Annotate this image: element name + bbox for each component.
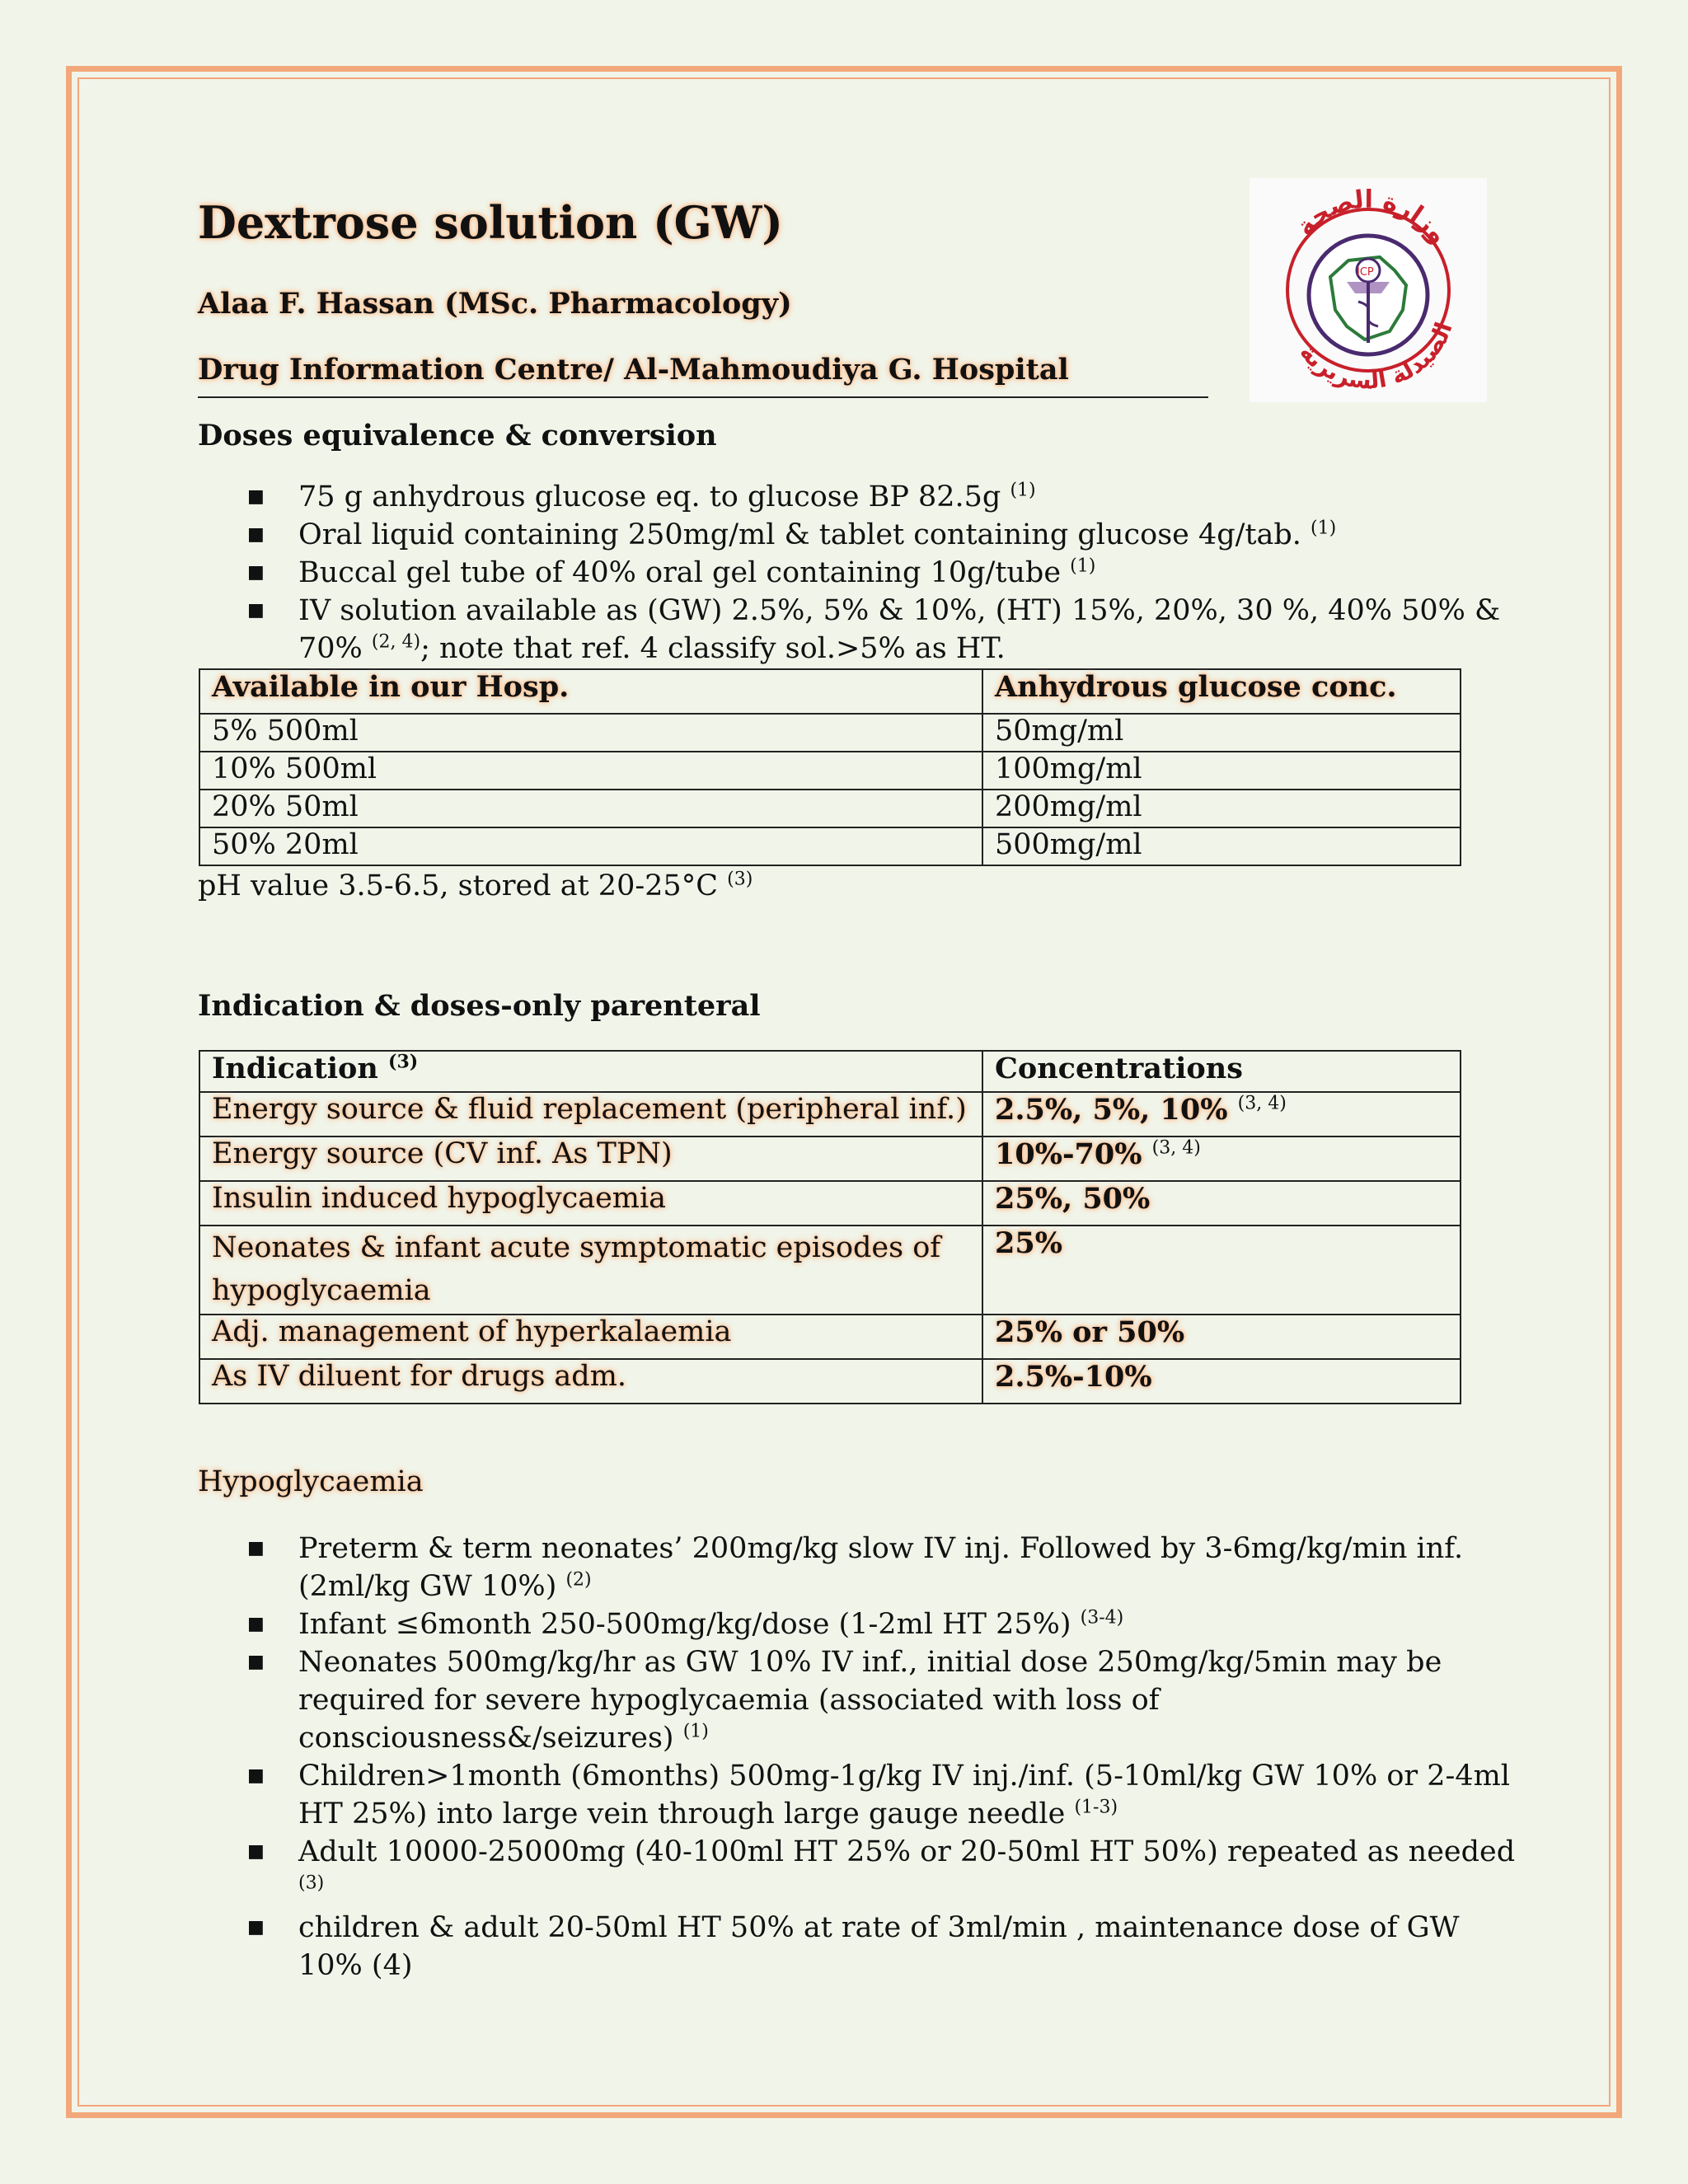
table-header-cell: Concentrations bbox=[982, 1051, 1461, 1092]
concentration-text: 25% or 50% bbox=[995, 1315, 1185, 1349]
reference-marker: (1) bbox=[1010, 480, 1036, 501]
availability-table bbox=[199, 668, 1461, 866]
indications-table bbox=[199, 1050, 1461, 1404]
concentration-cell bbox=[982, 1226, 1461, 1315]
table-cell: 5% 500ml bbox=[199, 714, 982, 752]
bullet-icon: ■ bbox=[247, 1614, 265, 1634]
organization-line: Drug Information Centre/ Al-Mahmoudiya G. Hospital bbox=[198, 353, 1069, 387]
reference-marker: (3) bbox=[298, 1872, 325, 1894]
list-item-text: children & adult 20-50ml HT 50% at rate of 3ml/min , maintenance dose of GW 10% (4) bbox=[298, 1911, 1460, 1982]
concentration-text: 10%-70% bbox=[995, 1137, 1152, 1171]
list-item-text: Infant ≤6month 250-500mg/kg/dose (1-2ml HT 25%) bbox=[298, 1608, 1081, 1641]
list-item-text: Adult 10000-25000mg (40-100ml HT 25% or 20-50ml HT 50%) repeated as needed bbox=[298, 1835, 1516, 1868]
table-row bbox=[199, 1092, 1461, 1137]
ministry-logo bbox=[1250, 178, 1487, 402]
reference-marker: (1-3) bbox=[1074, 1797, 1118, 1818]
list-item-text: 75 g anhydrous glucose eq. to glucose BP 82.5g bbox=[298, 480, 1010, 513]
concentration-cell bbox=[982, 1359, 1461, 1404]
table-header-cell: Available in our Hosp. bbox=[199, 669, 982, 714]
table-cell: 50% 20ml bbox=[199, 827, 982, 865]
indication-cell: Insulin induced hypoglycaemia bbox=[199, 1181, 982, 1226]
bullet-icon: ■ bbox=[247, 600, 265, 621]
concentration-cell bbox=[982, 1181, 1461, 1226]
indication-cell: Energy source (CV inf. As TPN) bbox=[199, 1137, 982, 1181]
hypoglycaemia-heading: Hypoglycaemia bbox=[198, 1465, 424, 1498]
doses-heading: Doses equivalence & conversion bbox=[198, 419, 717, 452]
concentration-cell bbox=[982, 1092, 1461, 1137]
reference-marker: (3) bbox=[388, 1051, 419, 1073]
bullet-icon: ■ bbox=[247, 1765, 265, 1786]
reference-marker: (2) bbox=[565, 1569, 592, 1591]
concentration-text: 2.5%-10% bbox=[995, 1360, 1152, 1394]
table-header-cell bbox=[199, 1051, 982, 1092]
table-cell: 500mg/ml bbox=[982, 827, 1461, 865]
bullet-icon: ■ bbox=[247, 486, 265, 507]
list-item bbox=[247, 1530, 1517, 1605]
list-item bbox=[247, 1833, 1517, 1909]
bullet-icon: ■ bbox=[247, 1917, 265, 1938]
indications-heading: Indication & doses-only parenteral bbox=[198, 989, 761, 1023]
reference-marker: (2, 4) bbox=[371, 631, 421, 653]
concentration-cell bbox=[982, 1137, 1461, 1181]
table-row bbox=[199, 1181, 1461, 1226]
table-header-row bbox=[199, 669, 1461, 714]
reference-marker: (1) bbox=[682, 1721, 709, 1742]
list-item-text: Oral liquid containing 250mg/ml & tablet containing glucose 4g/tab. bbox=[298, 518, 1311, 551]
logo-bottom-textpath: الصيدلة السريرية bbox=[1294, 318, 1458, 395]
indication-cell: Adj. management of hyperkalaemia bbox=[199, 1315, 982, 1359]
author-line: Alaa F. Hassan (MSc. Pharmacology) bbox=[198, 287, 792, 321]
ph-note-text: pH value 3.5-6.5, stored at 20-25°C bbox=[198, 869, 728, 902]
list-item bbox=[247, 592, 1517, 668]
list-item-text: Preterm & term neonates’ 200mg/kg slow IV inj. Followed by 3-6mg/kg/min inf. (2ml/kg GW 10%) bbox=[298, 1532, 1464, 1603]
list-item bbox=[247, 1605, 1517, 1643]
table-row bbox=[199, 714, 1461, 752]
logo-top-textpath: وزارة الصحة bbox=[1291, 185, 1454, 250]
table-row bbox=[199, 1359, 1461, 1404]
table-cell: 50mg/ml bbox=[982, 714, 1461, 752]
table-row bbox=[199, 1315, 1461, 1359]
list-item bbox=[247, 1757, 1517, 1833]
bullet-icon: ■ bbox=[247, 562, 265, 583]
indication-cell: As IV diluent for drugs adm. bbox=[199, 1359, 982, 1404]
list-item bbox=[247, 1643, 1517, 1757]
concentration-cell bbox=[982, 1315, 1461, 1359]
list-item bbox=[247, 478, 1517, 516]
table-cell: 100mg/ml bbox=[982, 752, 1461, 790]
list-item-text: Neonates 500mg/kg/hr as GW 10% IV inf., initial dose 250mg/kg/5min may be required for severe hypoglycaemia (associated with loss of consciousness&/seizures) bbox=[298, 1646, 1442, 1755]
doses-list bbox=[247, 478, 1517, 668]
bullet-icon: ■ bbox=[247, 1538, 265, 1558]
list-item bbox=[247, 554, 1517, 592]
table-row bbox=[199, 752, 1461, 790]
table-cell: 20% 50ml bbox=[199, 790, 982, 827]
document-title: Dextrose solution (GW) bbox=[198, 196, 783, 249]
reference-marker: (3) bbox=[727, 869, 753, 890]
table-row bbox=[199, 1137, 1461, 1181]
table-cell: 10% 500ml bbox=[199, 752, 982, 790]
ministry-logo-icon bbox=[1250, 178, 1487, 402]
ph-storage-note bbox=[198, 869, 753, 902]
bullet-icon: ■ bbox=[247, 1841, 265, 1862]
hypoglycaemia-list bbox=[247, 1530, 1517, 1985]
header-text: Indication bbox=[212, 1052, 389, 1085]
list-item bbox=[247, 1909, 1517, 1985]
table-header-cell: Anhydrous glucose conc. bbox=[982, 669, 1461, 714]
reference-marker: (3, 4) bbox=[1151, 1137, 1201, 1159]
indication-cell: Energy source & fluid replacement (peripheral inf.) bbox=[199, 1092, 982, 1137]
bullet-icon: ■ bbox=[247, 1652, 265, 1672]
header-divider bbox=[198, 396, 1208, 398]
list-item-text: Children>1month (6months) 500mg-1g/kg IV inj./inf. (5-10ml/kg GW 10% or 2-4ml HT 25%) into large vein through large gauge needle bbox=[298, 1760, 1510, 1830]
concentration-text: 25%, 50% bbox=[995, 1182, 1151, 1216]
reference-marker: (1) bbox=[1070, 555, 1096, 577]
table-cell: 200mg/ml bbox=[982, 790, 1461, 827]
list-item-text: IV solution available as (GW) 2.5%, 5% & 10%, (HT) 15%, 20%, 30 %, 40% 50% & 70% bbox=[298, 594, 1501, 665]
list-item-text-tail: ; note that ref. 4 classify sol.>5% as HT. bbox=[420, 632, 1006, 665]
logo-center-text: ICP bbox=[1357, 266, 1374, 279]
concentration-text: 2.5%, 5%, 10% bbox=[995, 1093, 1238, 1127]
list-item bbox=[247, 516, 1517, 554]
table-row bbox=[199, 827, 1461, 865]
table-header-row bbox=[199, 1051, 1461, 1092]
bullet-icon: ■ bbox=[247, 524, 265, 545]
reference-marker: (3-4) bbox=[1080, 1607, 1124, 1629]
indication-cell: Neonates & infant acute symptomatic episodes of hypoglycaemia bbox=[199, 1226, 982, 1315]
concentration-text: 25% bbox=[995, 1226, 1062, 1260]
table-row bbox=[199, 1226, 1461, 1315]
reference-marker: (1) bbox=[1311, 518, 1337, 539]
reference-marker: (3, 4) bbox=[1237, 1093, 1287, 1114]
table-row bbox=[199, 790, 1461, 827]
list-item-text: Buccal gel tube of 40% oral gel containing 10g/tube bbox=[298, 556, 1071, 589]
